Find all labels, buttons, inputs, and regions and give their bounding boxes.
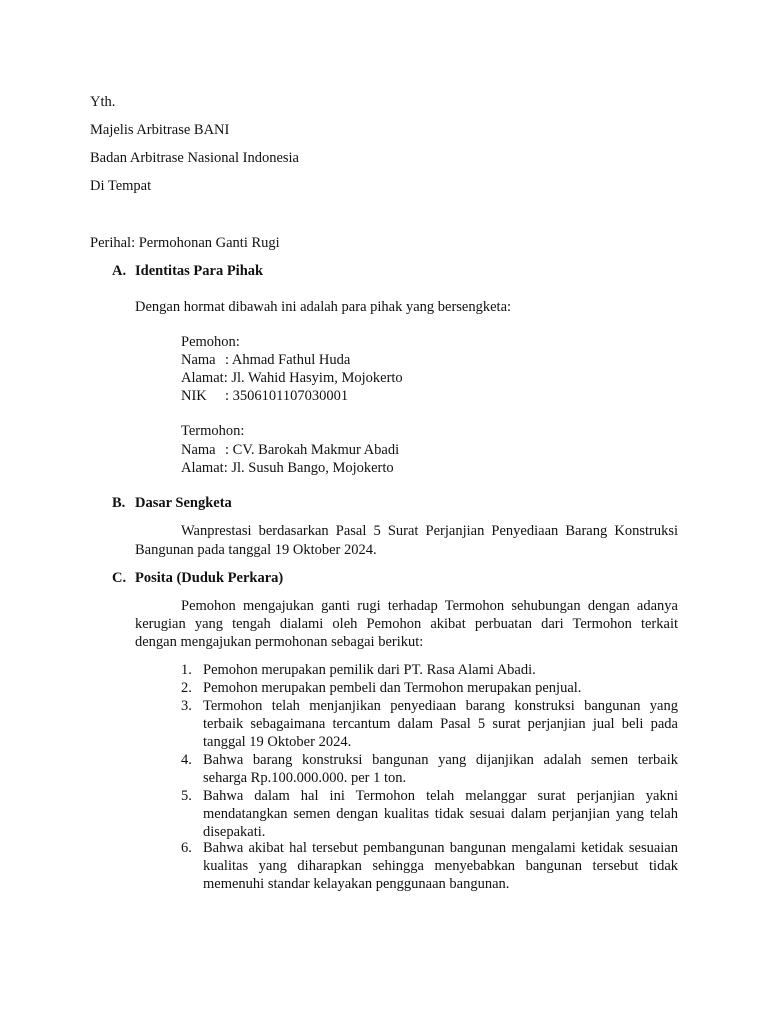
pemohon-nik-row bbox=[181, 387, 348, 405]
section-a-intro: Dengan hormat dibawah ini adalah para pihak yang bersengketa: bbox=[135, 299, 512, 315]
section-a-marker: A. bbox=[112, 263, 127, 279]
subject-line: Perihal: Permohonan Ganti Rugi bbox=[90, 235, 280, 251]
section-c-title: Posita (Duduk Perkara) bbox=[135, 570, 284, 586]
recipient-organization: Badan Arbitrase Nasional Indonesia bbox=[90, 150, 299, 166]
list-item-text: mendatangkan semen dengan kualitas tidak sesuai dalam perjanjian yang telah bbox=[203, 806, 678, 822]
section-a-title: Identitas Para Pihak bbox=[135, 263, 264, 279]
pemohon-heading: Pemohon: bbox=[181, 334, 240, 350]
pemohon-alamat-row bbox=[181, 369, 403, 387]
termohon-alamat-value: : Jl. Susuh Bango, Mojokerto bbox=[223, 460, 394, 476]
pemohon-nama-row bbox=[181, 351, 350, 369]
termohon-alamat-row bbox=[181, 459, 394, 477]
pemohon-nama-label: Nama bbox=[181, 352, 216, 368]
section-b-line-1: Wanprestasi berdasarkan Pasal 5 Surat Perjanjian Penyediaan Barang Konstruksi bbox=[181, 523, 678, 539]
pemohon-nama-value: : Ahmad Fathul Huda bbox=[225, 352, 351, 368]
pemohon-alamat-label: Alamat bbox=[181, 370, 224, 386]
list-item-number: 2. bbox=[181, 680, 192, 696]
list-item-text: Pemohon merupakan pemilik dari PT. Rasa Alami Abadi. bbox=[203, 662, 536, 678]
list-item-text: terbaik sebagaimana tercantum dalam Pasal 5 surat perjanjian jual beli pada bbox=[203, 716, 678, 732]
list-item-text: kualitas yang diharapkan sehingga menyebabkan bangunan tersebut tidak bbox=[203, 858, 678, 874]
section-c-para-line-2: kerugian yang tengah dialami oleh Pemohon akibat perbuatan dari Termohon terkait bbox=[135, 616, 678, 632]
list-item-text: Bahwa barang konstruksi bangunan yang dijanjikan adalah semen terbaik bbox=[203, 752, 678, 768]
pemohon-nik-label: NIK bbox=[181, 388, 207, 404]
list-item-text: memenuhi standar kelayakan penggunaan bangunan. bbox=[203, 876, 510, 892]
section-b-title: Dasar Sengketa bbox=[135, 495, 232, 511]
list-item-number: 5. bbox=[181, 788, 192, 804]
list-item-text: Bahwa akibat hal tersebut pembangunan bangunan mengalami ketidak sesuaian bbox=[203, 840, 678, 856]
list-item-number: 1. bbox=[181, 662, 192, 678]
list-item-text: Termohon telah menjanjikan penyediaan barang konstruksi bangunan yang bbox=[203, 698, 678, 714]
list-item-number: 4. bbox=[181, 752, 192, 768]
section-c-marker: C. bbox=[112, 570, 127, 586]
list-item-text: disepakati. bbox=[203, 824, 266, 840]
section-b-marker: B. bbox=[112, 495, 126, 511]
list-item-number: 3. bbox=[181, 698, 192, 714]
termohon-alamat-label: Alamat bbox=[181, 460, 224, 476]
termohon-nama-label: Nama bbox=[181, 442, 216, 458]
list-item-text: Bahwa dalam hal ini Termohon telah melanggar surat perjanjian yakni bbox=[203, 788, 678, 804]
recipient-place: Di Tempat bbox=[90, 178, 152, 194]
pemohon-alamat-value: : Jl. Wahid Hasyim, Mojokerto bbox=[223, 370, 403, 386]
pemohon-nik-value: : 3506101107030001 bbox=[225, 388, 349, 404]
list-item-number: 6. bbox=[181, 840, 192, 856]
list-item-text: Pemohon merupakan pembeli dan Termohon merupakan penjual. bbox=[203, 680, 582, 696]
list-item-text: tanggal 19 Oktober 2024. bbox=[203, 734, 352, 750]
termohon-nama-value: : CV. Barokah Makmur Abadi bbox=[225, 442, 400, 458]
termohon-nama-row bbox=[181, 441, 399, 459]
section-b-line-2: Bangunan pada tanggal 19 Oktober 2024. bbox=[135, 542, 377, 558]
list-item-text: seharga Rp.100.000.000. per 1 ton. bbox=[203, 770, 407, 786]
salutation: Yth. bbox=[90, 94, 116, 110]
section-c-para-line-3: dengan mengajukan permohonan sebagai berikut: bbox=[135, 634, 424, 650]
recipient-name: Majelis Arbitrase BANI bbox=[90, 122, 230, 138]
section-c-para-line-1: Pemohon mengajukan ganti rugi terhadap Termohon sehubungan dengan adanya bbox=[181, 598, 678, 614]
termohon-heading: Termohon: bbox=[181, 423, 245, 439]
